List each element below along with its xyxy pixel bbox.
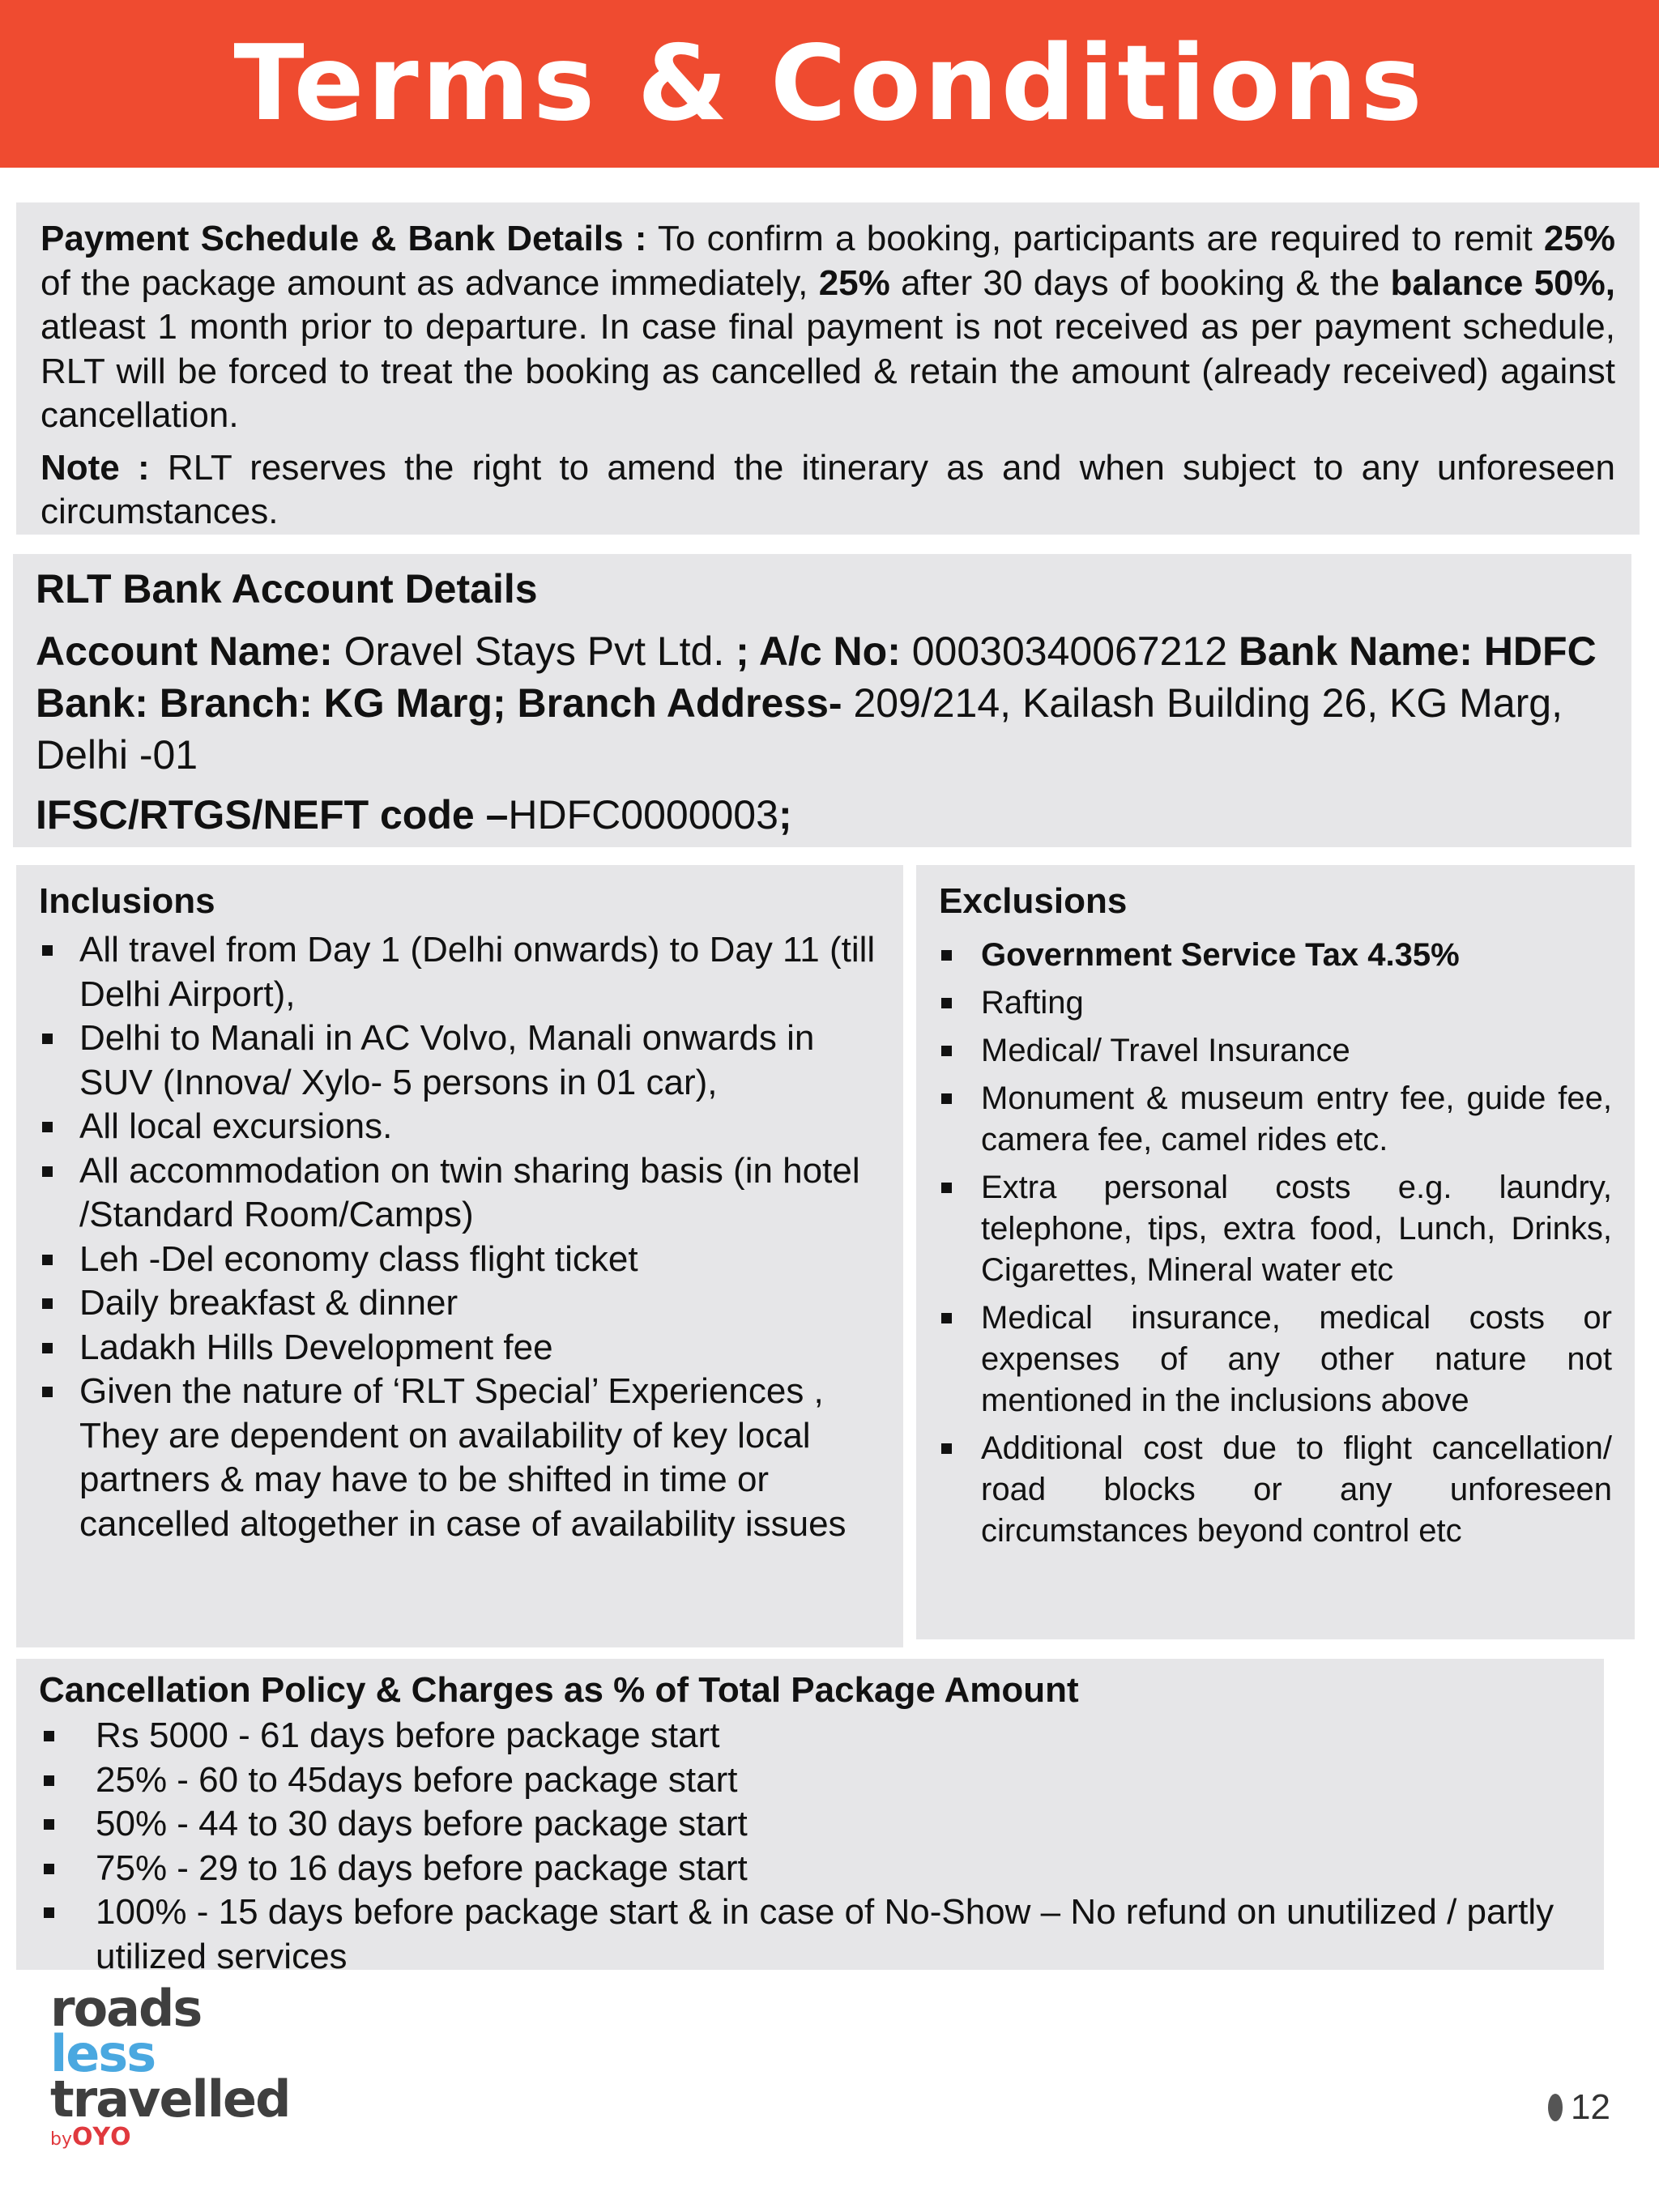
- logo-oyo-word: OYO: [71, 2123, 132, 2151]
- roads-less-travelled-logo: [50, 1979, 293, 2172]
- list-item: [939, 1428, 1612, 1552]
- list-item-text: Leh -Del economy class flight ticket: [79, 1238, 638, 1279]
- square-bullet-icon: [44, 1907, 54, 1918]
- list-item: [39, 928, 881, 1016]
- payment-text-1: To confirm a booking, participants are required to remit: [646, 219, 1544, 258]
- logo-byline: [50, 2125, 293, 2152]
- square-bullet-icon: [941, 1443, 952, 1454]
- inclusions-panel: [16, 865, 903, 1647]
- exclusions-list: [939, 935, 1612, 1552]
- list-item-text: Medical insurance, medical costs or expenses of any other nature not mentioned in the inclusions above: [981, 1300, 1612, 1418]
- square-bullet-icon: [941, 1046, 952, 1056]
- bank-details-body: [36, 625, 1609, 781]
- list-item: [39, 1802, 1581, 1847]
- list-item-text: Additional cost due to flight cancellation/ road blocks or any unforeseen circumstances beyond control etc: [981, 1430, 1612, 1549]
- page-number: [1548, 2087, 1610, 2128]
- list-item: [39, 1016, 881, 1105]
- note-paragraph: [41, 446, 1615, 535]
- square-bullet-icon: [44, 1819, 54, 1830]
- list-item: [39, 1758, 1581, 1803]
- page-title: Terms & Conditions: [233, 23, 1426, 144]
- square-bullet-icon: [44, 1775, 54, 1786]
- payment-schedule-label: Payment Schedule & Bank Details :: [41, 219, 647, 258]
- list-item: [39, 1326, 881, 1370]
- payment-text-4: atleast 1 month prior to departure. In case final payment is not received as per payment schedule, RLT will be forced to treat the booking as cancelled & retain the amount (already received) against cancellation.: [41, 307, 1615, 435]
- note-label: Note :: [41, 447, 150, 488]
- list-item-text: Monument & museum entry fee, guide fee, camera fee, camel rides etc.: [981, 1080, 1612, 1157]
- list-item: [939, 1298, 1612, 1421]
- square-bullet-icon: [44, 1864, 54, 1874]
- account-number-value: 00030340067212: [900, 629, 1239, 674]
- list-item-text: 25% - 60 to 45days before package start: [96, 1759, 738, 1800]
- list-item-text: All accommodation on twin sharing basis (in hotel /Standard Room/Camps): [79, 1150, 860, 1234]
- list-item: [39, 1149, 881, 1238]
- ifsc-suffix: ;: [778, 792, 792, 837]
- list-item-text: 75% - 29 to 16 days before package start: [96, 1848, 748, 1888]
- list-item: [939, 982, 1612, 1024]
- logo-word-roads: roads: [50, 1979, 202, 2038]
- square-bullet-icon: [42, 1387, 53, 1397]
- page-marker-icon: [1548, 2094, 1563, 2121]
- list-item: [39, 1238, 881, 1282]
- logo-by-word: by: [50, 2129, 72, 2150]
- payment-schedule-panel: [16, 202, 1640, 535]
- inclusions-list: [39, 928, 881, 1546]
- inclusions-heading: Inclusions: [39, 881, 215, 921]
- payment-text-2: of the package amount as advance immediately,: [41, 262, 819, 303]
- list-item-text: Rs 5000 - 61 days before package start: [96, 1715, 720, 1755]
- logo-word-travelled: travelled: [50, 2069, 290, 2129]
- cancellation-policy-panel: [16, 1659, 1604, 1976]
- square-bullet-icon: [941, 950, 952, 961]
- list-item: [939, 1078, 1612, 1161]
- square-bullet-icon: [42, 1255, 53, 1265]
- list-item: [39, 1847, 1581, 1891]
- ifsc-line: [36, 789, 1609, 841]
- list-item-text: Ladakh Hills Development fee: [79, 1327, 553, 1367]
- list-item-text: 50% - 44 to 30 days before package start: [96, 1804, 748, 1843]
- list-item-text: 100% - 15 days before package start & in case of No-Show – No refund on unutilized / partly utilized services: [96, 1892, 1555, 1976]
- list-item: [39, 1714, 1581, 1758]
- list-item-text: All travel from Day 1 (Delhi onwards) to Day 11 (till Delhi Airport),: [79, 930, 876, 1014]
- list-item-text: Given the nature of ‘RLT Special’ Experiences , They are dependent on availability of key local partners & may have to be shifted in time or cancelled altogether in case of availability issues: [79, 1371, 847, 1544]
- list-item-text: Extra personal costs e.g. laundry, telephone, tips, extra food, Lunch, Drinks, Cigarettes, Mineral water etc: [981, 1170, 1612, 1288]
- balance-percent: balance 50%,: [1390, 262, 1615, 303]
- list-item-text: Daily breakfast & dinner: [79, 1283, 458, 1323]
- list-item-text: All local excursions.: [79, 1106, 393, 1146]
- ifsc-label: IFSC/RTGS/NEFT code –: [36, 792, 509, 837]
- list-item: [39, 1105, 881, 1149]
- cancellation-heading: Cancellation Policy & Charges as % of Total Package Amount: [39, 1670, 1079, 1710]
- cancellation-list: [39, 1714, 1581, 1979]
- square-bullet-icon: [42, 1298, 53, 1309]
- second-installment-percent: 25%: [818, 262, 890, 303]
- square-bullet-icon: [42, 1166, 53, 1177]
- square-bullet-icon: [42, 1034, 53, 1044]
- square-bullet-icon: [44, 1731, 54, 1741]
- payment-text-3: after 30 days of booking & the: [889, 262, 1391, 303]
- list-item-text: Rafting: [981, 985, 1084, 1021]
- header-banner: [0, 0, 1659, 168]
- square-bullet-icon: [42, 1343, 53, 1353]
- list-item-text: Delhi to Manali in AC Volvo, Manali onwards in SUV (Innova/ Xylo- 5 persons in 01 car),: [79, 1018, 815, 1102]
- square-bullet-icon: [941, 998, 952, 1008]
- list-item-text: Government Service Tax 4.35%: [981, 937, 1460, 973]
- square-bullet-icon: [941, 1183, 952, 1193]
- exclusions-panel: [916, 865, 1635, 1639]
- square-bullet-icon: [42, 1122, 53, 1132]
- list-item: [939, 1030, 1612, 1072]
- list-item: [939, 935, 1612, 976]
- account-name-label: Account Name:: [36, 629, 333, 674]
- account-name-value: Oravel Stays Pvt Ltd.: [332, 629, 736, 674]
- exclusions-heading: Exclusions: [939, 881, 1128, 921]
- page-number-text: 12: [1571, 2087, 1610, 2127]
- note-text: RLT reserves the right to amend the itinerary as and when subject to any unforeseen circumstances.: [41, 447, 1615, 531]
- advance-percent: 25%: [1543, 219, 1615, 258]
- branch-address-value: 209/214, Kailash Building 26, KG Marg, Delhi -01: [36, 680, 1563, 778]
- payment-schedule-paragraph: [41, 217, 1615, 438]
- list-item: [39, 1370, 881, 1546]
- logo-word-less: less: [50, 2024, 156, 2083]
- list-item: [939, 1167, 1612, 1291]
- bank-details-heading: RLT Bank Account Details: [36, 566, 538, 612]
- ifsc-value: HDFC0000003: [508, 792, 778, 837]
- list-item: [39, 1890, 1581, 1979]
- list-item-text: Medical/ Travel Insurance: [981, 1033, 1350, 1068]
- account-number-label: ; A/c No:: [736, 629, 901, 674]
- square-bullet-icon: [941, 1093, 952, 1104]
- square-bullet-icon: [941, 1313, 952, 1323]
- bank-name-branch-label: Bank Name: HDFC Bank: Branch: KG Marg; Branch Address-: [36, 629, 1597, 726]
- bank-details-panel: [13, 554, 1631, 847]
- list-item: [39, 1281, 881, 1326]
- square-bullet-icon: [42, 945, 53, 956]
